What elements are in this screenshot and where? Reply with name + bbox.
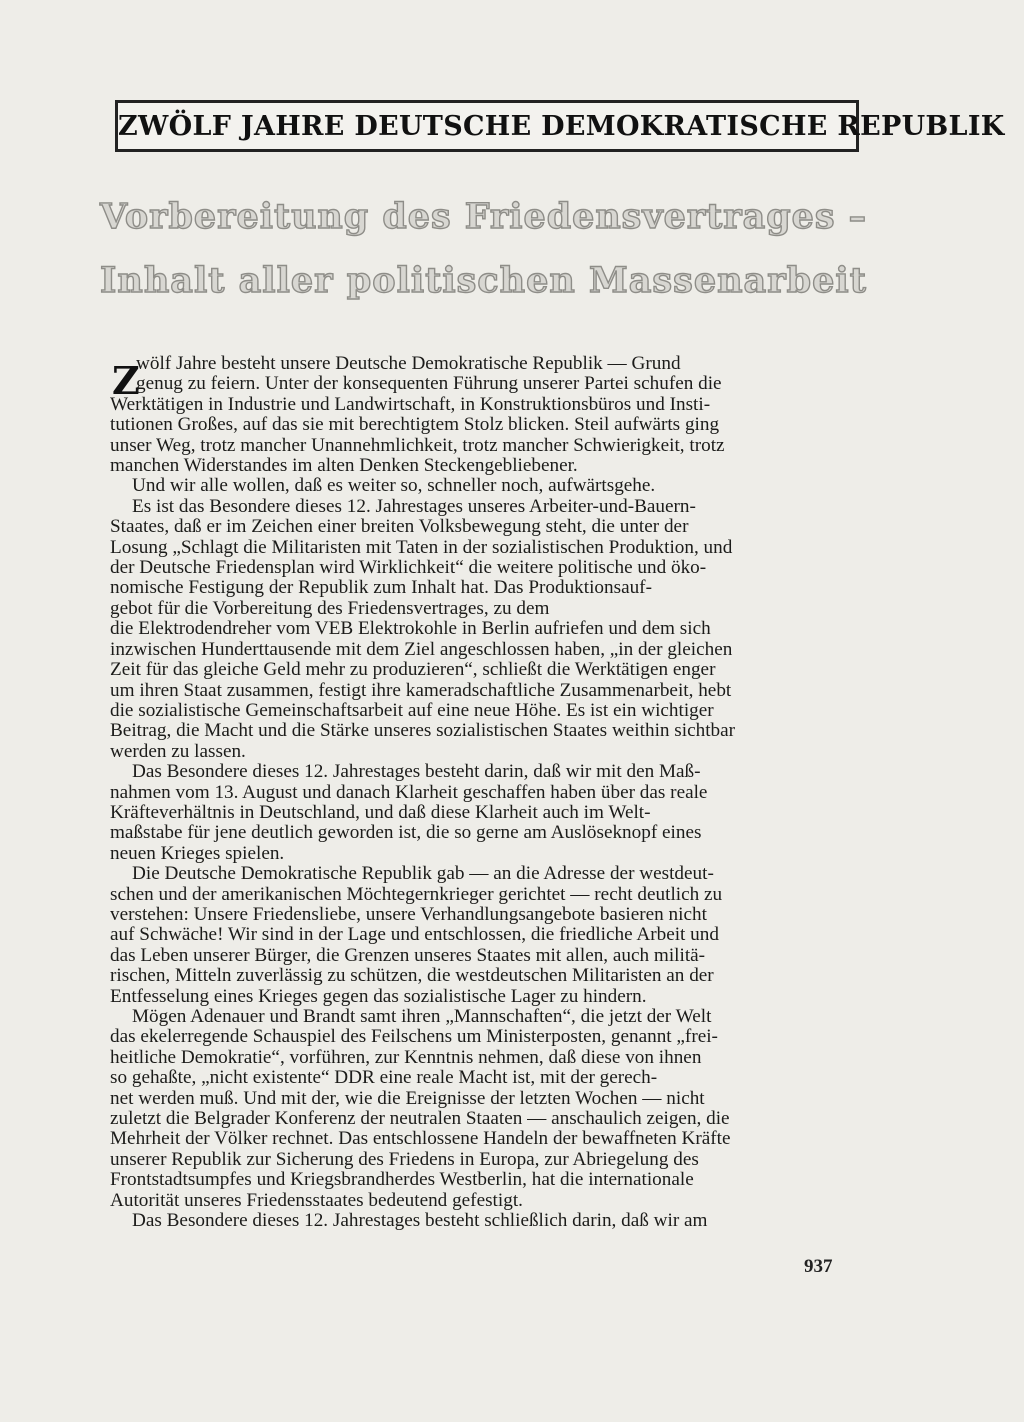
body-line: Beitrag, die Macht und die Stärke unseres sozialistischen Staates weithin sichtbar [110, 720, 736, 742]
body-line: maßstabe für jene deutlich geworden ist, die so gerne am Auslöseknopf eines [110, 822, 702, 844]
body-line: wölf Jahre besteht unsere Deutsche Demokratische Republik — Grund [136, 353, 681, 374]
body-line: Mögen Adenauer und Brandt samt ihren „Mannschaften“, die jetzt der Welt [132, 1006, 712, 1027]
body-line: rischen, Mitteln zuverlässig zu schützen, die westdeutschen Militaristen an der [110, 965, 714, 987]
body-line: Mehrheit der Völker rechnet. Das entschlossene Handeln der bewaffneten Kräfte [110, 1128, 731, 1150]
page-number: 937 [804, 1256, 833, 1277]
body-line: um ihren Staat zusammen, festigt ihre kameradschaftliche Zusammenarbeit, hebt [110, 679, 732, 701]
body-line: auf Schwäche! Wir sind in der Lage und entschlossen, die friedliche Arbeit und [110, 924, 719, 946]
body-line: gebot für die Vorbereitung des Friedensvertrages, zu dem [110, 597, 550, 619]
body-line: Werktätigen in Industrie und Landwirtschaft, in Konstruktionsbüros und Insti- [110, 393, 711, 415]
body-line: das ekelerregende Schauspiel des Feilschens um Ministerposten, genannt „frei- [110, 1026, 718, 1048]
body-line: Es ist das Besondere dieses 12. Jahrestages unseres Arbeiter-und-Bauern- [132, 495, 696, 517]
body-line: Die Deutsche Demokratische Republik gab — an die Adresse der westdeut- [132, 863, 714, 885]
body-line: tutionen Großes, auf das sie mit berechtigtem Stolz blicken. Steil aufwärts ging [110, 414, 720, 436]
body-line: das Leben unserer Bürger, die Grenzen unseres Staates mit allen, auch militä- [110, 944, 706, 966]
body-line: der Deutsche Friedensplan wird Wirklichkeit“ die weitere politische und öko- [110, 557, 707, 579]
body-line: die sozialistische Gemeinschaftsarbeit auf eine neue Höhe. Es ist ein wichtiger [110, 699, 714, 721]
body-line: heitliche Demokratie“, vorführen, zur Kenntnis nehmen, daß diese von ihnen [110, 1046, 702, 1068]
headline-line-2: Inhalt aller politischen Massenarbeit [100, 260, 867, 301]
body-line: net werden muß. Und mit der, wie die Ereignisse der letzten Wochen — nicht [110, 1087, 705, 1109]
body-line: Losung „Schlagt die Militaristen mit Taten in der sozialistischen Produktion, und [110, 536, 733, 558]
body-line: genug zu feiern. Unter der konsequenten Führung unserer Partei schufen die [136, 373, 722, 395]
body-line: inzwischen Hunderttausende mit dem Ziel angeschlossen haben, „in der gleichen [110, 638, 733, 660]
body-line: die Elektrodendreher vom VEB Elektrokohle in Berlin aufriefen und dem sich [110, 618, 711, 640]
section-banner [115, 100, 1005, 152]
headline-line-1: Vorbereitung des Friedensvertrages – [100, 196, 868, 237]
body-line: Das Besondere dieses 12. Jahrestages besteht schließlich darin, daß wir am [132, 1210, 708, 1232]
body-line: Autorität unseres Friedensstaates bedeutend gefestigt. [110, 1189, 523, 1211]
body-line: Frontstadtsumpfes und Kriegsbrandherdes Westberlin, hat die internationale [110, 1169, 694, 1191]
drop-cap: Z [112, 358, 140, 403]
body-line: nahmen vom 13. August und danach Klarheit geschaffen haben über das reale [110, 781, 708, 803]
body-line: Kräfteverhältnis in Deutschland, und daß diese Klarheit auch im Welt- [110, 801, 651, 823]
body-line: nomische Festigung der Republik zum Inhalt hat. Das Produktionsauf- [110, 577, 652, 599]
body-line: Zeit für das gleiche Geld mehr zu produzieren“, schließt die Werktätigen enger [110, 659, 716, 681]
body-line: neuen Krieges spielen. [110, 842, 285, 864]
body-line: unserer Republik zur Sicherung des Friedens in Europa, zur Abriegelung des [110, 1148, 699, 1170]
banner-title: ZWÖLF JAHRE DEUTSCHE DEMOKRATISCHE REPUBLIK [118, 111, 1005, 142]
body-line: Entfesselung eines Krieges gegen das sozialistische Lager zu hindern. [110, 985, 647, 1007]
body-line: manchen Widerstandes im alten Denken Steckengebliebener. [110, 455, 578, 477]
body-line: zuletzt die Belgrader Konferenz der neutralen Staaten — anschaulich zeigen, die [110, 1108, 730, 1130]
body-line: werden zu lassen. [110, 740, 246, 762]
body-line: Das Besondere dieses 12. Jahrestages besteht darin, daß wir mit den Maß- [132, 761, 701, 783]
body-line: unser Weg, trotz mancher Unannehmlichkeit, trotz mancher Schwierigkeit, trotz [110, 434, 725, 456]
article-body [110, 354, 856, 1231]
body-line: so gehaßte, „nicht existente“ DDR eine reale Macht ist, mit der gerech- [110, 1067, 658, 1089]
body-line: verstehen: Unsere Friedensliebe, unsere Verhandlungsangebote basieren nicht [110, 903, 707, 925]
body-line: Und wir alle wollen, daß es weiter so, schneller noch, aufwärtsgehe. [132, 475, 656, 497]
body-line: schen und der amerikanischen Möchtegernkrieger gerichtet — recht deutlich zu [110, 883, 723, 905]
body-line: Staates, daß er im Zeichen einer breiten Volksbewegung steht, die unter der [110, 516, 689, 538]
